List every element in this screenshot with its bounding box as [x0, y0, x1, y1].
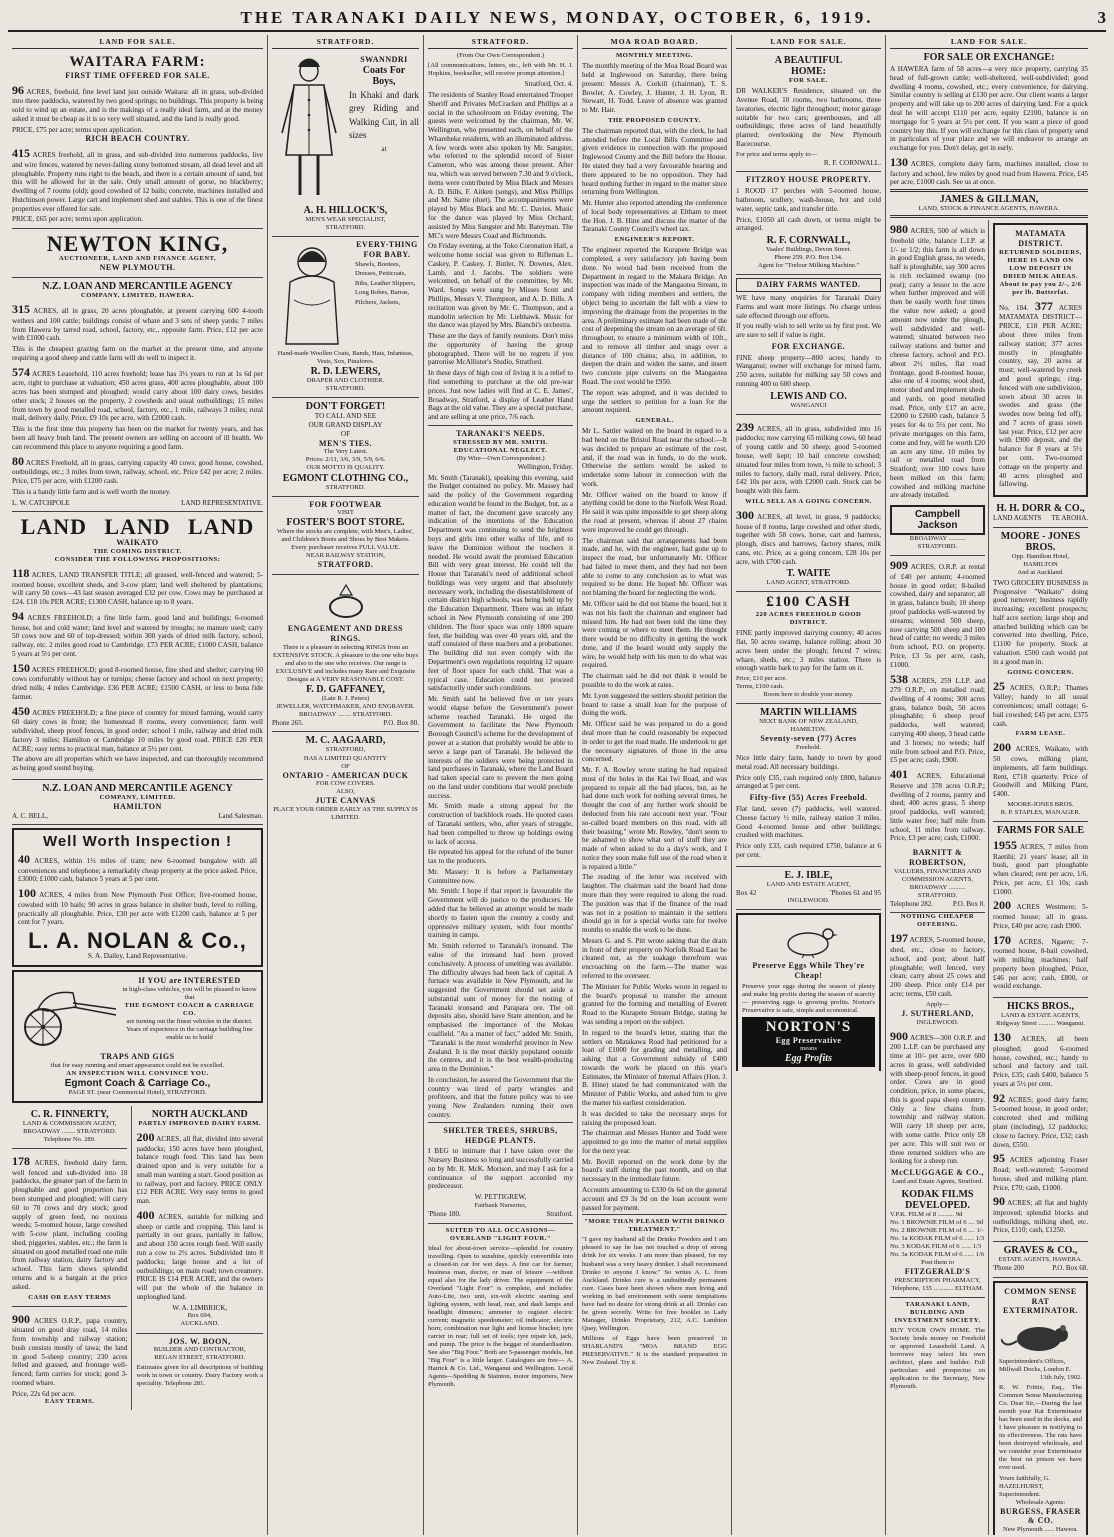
firm-name: NEWTON KING,: [46, 231, 229, 257]
farm-900-ad: 900 ACRES O.R.P., papa country, situated on good dray road, 14 miles from township and railway station; bush consists mostly of tawa; the land in good 5-sheep country; 230 acres felled and grassed, and frontage well-fenced; farm carries for stock; good 3-roomed whare. Price, 22s 6d per acre. EASY TERMS.: [12, 1311, 128, 1406]
column-heading: LAND FOR SALE.: [890, 35, 1088, 49]
dairy-farms-wanted-ad: DAIRY FARMS WANTED. WE have many enquiries for Taranaki Dairy Farms and want more listings. No charge unless sale effected through our efforts. If you really wish to sell write us by first post. We are sure to sell if value is right. FOR EXCHANGE. FINE sheep property—800 acres; handy to Wanganui; owner will exchange for mixed farm, 250 acres, suitable for milking say 50 cows and running 400 to 600 sheep. LEWIS AND CO. WANGANUI: [736, 275, 881, 415]
kodak-ad: KODAK FILMS DEVELOPED. V.P.K. FILM of 8 .......... 9d No. 1 BROWNIE FILM of 6 .... 9d No. 2 BROWNIE FILM of 6 .... 1/- No. 1a KODAK FILM of 6 ...... 1/3 No. 3 KODAK FILM of 6 ...... 1/3 No. 3a KODAK FILM of 6 ...... 1/6 Post them to FITZGERALD'S PRESCRIPTION PHARMACY, Telephone, 135 ............ ELTHAM.: [890, 1186, 985, 1298]
firm-name: L. A. NOLAN & Co.,: [28, 928, 247, 954]
fitzroy-ad: FITZROY HOUSE PROPERTY. 1 ROOD 17 perches with 5-roomed house, bathroom, scullery, wash-house, hot and cold water, septic tank, and transfer title. Price, £1050 all cash down, or terms might be arranged. R. F. CORNWALL, Vaales' Buildings, Devon Street. Phone 259. P.O. Box 134. Agent for "Trelour Milking Machine.": [736, 172, 881, 275]
column-heading: STRATFORD.: [428, 35, 573, 49]
dorr-ad: H. H. DORR & CO., LAND AGENTS TE AROHA.: [993, 500, 1088, 528]
swanndri-ad: SWANNDRI Coats For Boys, In Khaki and dark grey Riding and Walking Cut, in all sizes at A. H. HILLOCK'S, MEN'S WEAR SPECIALIST, STRATFORD.: [272, 52, 419, 237]
rat-illustration: [1001, 1319, 1081, 1355]
finnerty-ad: C. R. FINNERTY, LAND & COMMISSION AGENT, BROADWAY ........ STRATFORD. Telephone No. 280.: [12, 1106, 127, 1149]
barnitt-ad: BARNITT & ROBERTSON, VALUERS, FINANCIERS AND COMMISSION AGENTS, BROADWAY .......... STRATFORD. Telephone 282. P.O. Box 8.: [890, 845, 985, 913]
foster-boot-store-ad: FOR FOOTWEAR VISIT FOSTER'S BOOT STORE. Where the stocks are complete, with Men's, Ladies', and Children's Boots and Shoes by Best Makers. Every purchaser receives FULL VALUE. NEAR RAILWAY STATION, STRATFORD.: [272, 497, 419, 576]
masthead: [8, 6, 1106, 32]
moore-jones-ad: MOORE - JONES BROS. Opp. Hamilton Hotel, HAMILTON And at Auckland. TWO GROCERY BUSINESS in Progressive "Waikato" doing good turnover; business rapidly increasing; excellent prospects; half acre section; large shop and attached building which can be converted into dwelling. Price, £1100 for property. Stock at valuation. £500 cash would put in a good man in. GOING CONCERN. 25 ACRES, O.R.P.; Thames Valley; handy to all usual conveniences; small cottage; 6-bail cowshed; £45 per acre, £375 cash. FARM LEASE. 200 ACRES, Waikato, with 50 cows, milking plant, implements, all farm buildings. Rent, £718 quarterly. Price of Goodwill and Milking Plant, £400. MOORE-JONES BROS. R. P. STAPLES, MANAGER.: [993, 528, 1088, 822]
overland-ad: SUITED TO ALL OCCASIONS— OVERLAND "LIGHT FOUR." Ideal for about-town service—splendid for country travelling. Open to sunshine, quickly convertible into a closed-in car for wet days. A fine car for farmer, business man, doctor, or man of leisure —without equal also for the lady driver. The equipment of the Overland "Light Four" is complete, and includes: Auto-Lite, two unit, six-volt electric starting and lighting system, with head, rear, and dash lamps and headlight dimmers; ammeter to register electric current; magnetic speedometer; oil indicator; electric horn; combination rear light and license bracket; tyre carrier in rear; full set of tools; tyre repair kit, jack, and pump. The price is the beggar of standardisation. See also "Big Four." Both are 5-passenger models, but "Big Four" is a little larger. Catalogues are free— A. Hatrick & Co. Ltd., Wanganui and Wellington. Local Agents—Spedding & Stainton, motor importers, New Plymouth.: [428, 1226, 573, 1389]
beautiful-home-ad: A BEAUTIFUL HOME: FOR SALE. DR WALKER'S Residence, situated on the Avenue Road, 10 rooms, two bathrooms, three lavatories, electric light throughout; motor garage suitable for two cars; greenhouses, and all outbuildings; three acres of land beautifully planted; overlooking the New Plymouth Racecourse. For price and terms apply to— R. F. CORNWALL.: [736, 52, 881, 172]
waitara-farm-ad: WAITARA FARM: FIRST TIME OFFERED FOR SALE. 96 ACRES, freehold, fine level land just outside Waitara: all in grass, sub-divided into three paddocks, watered by two good springs; no buildings. This property is being sold to wind up an estate, and is the makings of a really ideal farm, and at the money asked it must be cheap as it is so very well situated, and the land is really good. PRICE, £75 per acre; terms upon application. RICH BEACH COUNTRY. 415 ACRES freehold, all in grass, and sub-divided into numerous paddocks, live and wire fences, watered by never-failing stony bottomed stream, all dead level and all ploughable. Property runs right to the beach, and there is a certain amount of sand, but this will be allowed for in the sale. Only small amount of gorse, no blackberry; dwelling of 7 rooms (old); good cowshed of 12 bails; concrete, machines installed and Hutchinson power. Large cart and implement shed and stables. This is one of the finest properties ever offered for sale. PRICE, £65 per acre; terms upon application.: [12, 52, 263, 229]
cash-ad: £100 CASH 220 ACRES FREEHOLD GOOD DISTRICT. FINE partly improved dairying country; 40 acres flat, 50 acres swamp, balance rolling; about 30 acres been under the plough; fenced 7 wires; whare, sheds, etc.; 3 miles station. There is enough wattle bark to pay for the farm on it. Price, £10 per acre. Terms, £100 cash. Room here to double your money.: [736, 592, 881, 704]
rings-ad: ENGAGEMENT AND DRESS RINGS. There is a pleasure in selecting RINGS from an EXTENSIVE STOCK. A pleasure to the one who buys and also to the one who receives. Our range is EXCLUSIVE and includes many Rare and Exquisite Designs at A VERY REASONABLE COST. F. D. GAFFANEY, (Late R. J. Peters) JEWELLER, WATCHMAKER, AND ENGRAVER. BROADWAY ........ STRATFORD. Phone 265. P.O. Box 80.: [272, 575, 419, 732]
shelter-trees-ad: SHELTER TREES, SHRUBS, HEDGE PLANTS. I BEG to intimate that I have taken over the Nursery Business so long and successfully carried on by Mr. R. McK. Morison, and may I ask for a continuance of the support accorded my predecessor. W. PETTIGREW, Fairbank Nurseries, 'Phone 180. Stratford.: [428, 1122, 573, 1224]
nz-loan-hamilton-ad: N.Z. LOAN AND MERCANTILE AGENCY COMPANY, LIMITED. HAMILTON A. C. BELL, Land Salesman.: [12, 780, 263, 825]
hen-illustration: [774, 922, 844, 958]
masthead-title: THE TARANAKI DAILY NEWS, MONDAY, OCTOBER, 6, 1919.: [240, 8, 874, 27]
ad-title: WAITARA FARM:: [69, 54, 206, 71]
article-title: TARANAKI'S NEEDS.: [456, 428, 545, 438]
column-5: [732, 35, 886, 1535]
column-heading: LAND FOR SALE.: [736, 35, 881, 49]
column-3: STRATFORD. (From Our Own Correspondent.) [All communications, letters, etc., left with Mr. H. J. Hopkins, bookseller, will receive prompt attention.] Stratford, Oct. 4. The residents of Stanley Road entertained Trooper Sheriff and Privates McCracken and Phillips at a social in the schoolroom on Friday evening. The guests were welcomed by the chairman, Mr. W. Wellington, who presented each, on behalf of the Whareheke residents, with an illuminated address. A few words were also spoken by Mr. Sangster, who referred to the splendid record of Sister Cameron, who was among those present. After tea, which was served between 7.30 and 9 o'clock, items were contributed by Miss Black and Messrs A. D. Bills, F. Aitken (songs), and Miss Phillips and Mr. Same (duet). The accompaniments were played by Miss Black and Mr. C. Davies. Music for the dance was played by Miss Orchard, assisted by Miss Sangster and Mr. Bateyman. The MC's were Messrs Coad and Richmonds. On Friday evening, at the Toko Coronation Hall, a welcome home social was given to Rifleman L. Caskey, P. Caskey, J. Butler, N. Downes, Alex. Lamb, and J. Jacobs. The soldiers were welcomed, on behalf of the committee, by Mr. Ward. Songs were sung by Misses Scott and Phillips, Messrs V. Thompson, and A. D. Bills. A recitation was given by Mr. C. Thompson, and a mandolin selection by Mr. Liebhawk. Music for the dance was played by Mrs. Bianchi's orchestra. These are the days of family reunions. Don't miss the opportunity of having the group photographed. There will be no regrets if you patronise McAllister's Studio, Stratford. In these days of high cost of living it is a relief to find something to purchase at the old pre-war prices. Just now ladies will find at C. E. James', Broadway, Stratford, a display of Leather Hand Bags at the old value. They are a special purchase, and are selling at one price, 7/6 each. TARANAKI'S NEEDS. STRESSED BY MR. SMITH. EDUCATIONAL NEGLECT. (By Wire—Own Correspondent.) Wellington, Friday. Mr. Smith (Taranaki), speaking this evening, said the Budget contained no policy. Mr. Massey had said the policy of the Government regarding education would be found in the Budget, but, as a matter of fact, the document gave scarcely any indication of the intentions of the Education Department was continuing to send the brightest boys and girls into other walks of life, and to leave the Dominion without the teachers it needed. He would await the promised Education Bill with very great interest. He could tell the House that Taranaki's need of additional school buildings was very urgent and that absolutely necessary work, including the disestablishment of certain district high schools, was being held up by the Education Department. There was an infant school in New Plymouth consisting of one 200 children. The floor space was only 1800 square feet, the building was over 40 years old, and the staff consisted of three teachers and a probationer. The building did not even comply with the Department's own regulations requiring 12 square feet of floor space for each child. That was a typical case. Education could not proceed satisfactorily under such conditions. Mr. Smith said he believed five or ten years would elapse before the Government's power scheme reached Taranaki. He urged the Government to facilitate the New Plymouth Borough Council's scheme for the development of power at a station that probably would be able to serve a large part of Taranaki. He believed the interests of the soldiers were being protected in land purchases in Taranaki, where the Land Board had taken special care to prevent the men going on the land under conditions that would preclude success. Mr. Smith made a strong appeal for the construction of backblock roads. He quoted cases of Taranaki settlers, who, after years of struggle, had been compelled to throw up holdings owing to lack of access. He repeated his appeal for the refund of the butter tax to the producers. Mr. Massey: It is before a Parliamentary Committee now. Mr. Smith: I hope if that report is favourable the Government will do justice to the producers. He added that he believed an attempt would be made shortly to fasten upon the country a costly and oppressive military system, with four months' training in camps. Mr. Smith referred to Taranaki's ironsand. The value of the ironsand had been proved conclusively. A process of smelting was available. The difficulty always had been lack of capital. A furnace was available in New Plymouth, and he suggested the Government should set aside a substantial sum of money for the testing of Taranaki ironsand and Parapara ore. The oil deposits also, should have State attention, and he emphasised the importance of the Mokau coalfield. "As a matter of fact," added Mr. Smith, "Taranaki is the most wonderful province in New Zealand. It is the most thickly populated outside the centres, and it is the best wealth-producing area in the Dominion." In conclusion, he assured the Government that the country was tired of party wrangles and profiteers, and that the future policy was to see young New Zealanders running their own country. SHELTER TREES, SHRUBS, HEDGE PLANTS. I BEG to intimate that I have taken over the Nursery Business so long and successfully carried on by Mr. R. McK. Morison, and may I ask for a continuance of the support accorded my predecessor. W. PETTIGREW, Fairbank Nurseries, 'Phone 180. Stratford. SUITED TO ALL OCCASIONS— OVERLAND "LIGHT FOUR." Ideal for about-town service—splendid for country travelling. Open to sunshine, quickly convertible into a closed-in car for wet days. A fine car for farmer, business man, doctor, or man of leisure —without equal also for the lady driver. The equipment of the Overland "Light Four" is complete, and includes: Auto-Lite, two unit, six-volt electric starting and lighting system, with head, rear, and dash lamps and headlight dimmers; ammeter to register electric current; magnetic speedometer; oil indicator; electric horn; combination rear light and license bracket; tyre carrier in rear; full set of tools; tyre repair kit, jack, and pump. The price is the beggar of standardisation. See also "Big Four." Both are 5-passenger models, but "Big Four" is a little larger. Catalogues are free— A. Hatrick & Co. Ltd., Wanganui and Wellington. Local Agents—Spedding & Stainton, motor importers, New Plymouth.: [424, 35, 578, 1535]
graves-ad: GRAVES & CO., ESTATE AGENTS, HAWERA. 'Phone 200 P.O. Box 68.: [993, 1242, 1088, 1278]
taranaki-building-society-ad: TARANAKI LAND, BUILDING AND INVESTMENT SOCIETY. BUY YOUR OWN HOME. The Society lends money on Freehold or approved Leasehold Land. A borrower may select his own architect, plans and builder. Full particulars and prospectus on application to the Secretary, New Plymouth.: [890, 1300, 985, 1391]
nz-loan-hawera-ad: N.Z. LOAN AND MERCANTILE AGENCY COMPANY, LIMITED, HAWERA. 315 ACRES, all in grass, 20 acres ploughable, at present carrying 600 4-tooth wethers and 100 cattle; buildings consist of whare and 3 sets of sheep yards; 7 miles from Hawera by tarred road, school, factory, etc., opposite farm. Price, £12 per acre with £1000 cash. This is the cheapest grazing farm on the market at the present time, and anyone requiring a good sheep and cattle farm will do well to inspect it. 574 ACRES Leasehold, 110 acres freehold; lease has 3½ years to run at 1s 6d per acre, right to purchase at valuation; 450 acres grass, 400 acres ploughable, about 100 acres has been stumped and ploughed; would carry about 100 dairy cows, besides other stock; 2 houses on the property, 2 cowsheds and usual outbuildings; 15 miles from town by good metalled road, school, factory, etc., 1 mile, railways 3 miles; rural mail, delivery daily. Price, £9 10s per acre, with £2000 cash. This is the first time this property has been on the market for twenty years, and has been all heavy bush land. The present owners are selling on account of ill health. We can recommend this place to anyone requiring a good farm. 80 ACRES Freehold, all in grass, carrying capacity 40 cows; good house, cowshed, outbuildings, etc.; 3 miles from town, railway, school, etc. Price £42 per acre; 2 miles. Price, £75 per acre, with £1200 cash. This is a handy little farm and is well worth the money. L. W. CATCHPOLE LAND REPRESENTATIVE.: [12, 278, 263, 512]
column-2: [268, 35, 424, 1535]
bottom-split: [12, 1106, 263, 1411]
ring-illustration: [316, 581, 376, 621]
column-heading: MOA ROAD BOARD.: [582, 35, 727, 49]
nortons-egg-ad: Preserve Eggs While They're Cheap! Preserve your eggs during the season of plenty and make big profits during the season of scarcity — preserving eggs is growing profits. Norton's Preservative is safe, simple and economical. NORTON'S Egg Preservative means Egg Profits: [736, 913, 881, 1071]
newton-king-ad: NEWTON KING, AUCTIONEER, LAND AND FINANCE AGENT, NEW PLYMOUTH.: [12, 229, 263, 278]
column-1: [8, 35, 268, 1535]
campbell-jackson-ad: Campbell Jackson BROADWAY .......... STRATFORD.: [890, 502, 985, 556]
matamata-ad: MATAMATA DISTRICT. RETURNED SOLDIERS, HERE IS LAND ON LOW DEPOSIT IN DRIED MILK AREAS. About to pay you 2/-, 2/6 per lb. Butterfat. No. 184. 377 ACRES MATAMATA DISTRICT—PRICE, £18 PER ACRE; about three miles from railway station; 377 acres mostly in ploughable country, say, 20 acres at most; well-watered by creek and good springs; ring-fenced with one subdivision, sown about 30 acres in swedes and grass (the swedes now being fed off), and 7 acres of grass sown last year. Price, £12 per acre with £900 deposit, and the balance for 8 years at 5½ per cent. Two-roomed cottage on the property and 40 acres ploughed and fallowing.: [993, 223, 1088, 497]
martin-williams-ad: MARTIN WILLIAMS NEXT BANK OF NEW ZEALAND, HAMILTON. Seventy-seven (77) Acres Freehold. Nice little dairy farm, handy to town by good metal road. All necessary buildings. Price only £35, cash required only £800, balance arranged at 5 per cent. Fifty-five (55) Acres Freehold. Flat land, seven (7) paddocks, well watered. Cheese factory ½ mile, railway station 3 miles. Good 4-roomed house and other buildings; crushed with machines. Price only £33, cash required £750, balance at 6 per cent.: [736, 704, 881, 866]
columns: [8, 35, 1106, 1535]
aagaard-ad: M. C. AAGAARD, STRATFORD, HAS A LIMITED QUANTITY OF ONTARIO - AMERICAN DUCK FOR COW COVERS. ALSO, JUTE CANVAS PLACE YOUR ORDER EARLY AS THE SUPPLY IS LIMITED.: [273, 735, 418, 822]
waite-ad: 239 ACRES, all in grass, subdivided into 16 paddocks; now carrying 65 milking cows, 60 head of young cattle and 50 sheep; good 5-roomed house, well kept; 10 bail concrete cowshed; situated four miles from town, ½ mile to school; 3 miles to factory, daily mail, rural delivery. Price, £42 10s per acre, with £2000 cash. Stock can be bought with this farm. WILL SELL AS A GOING CONCERN. 300 ACRES, all level, in grass, 9 paddocks; house of 8 rooms, large cowshed and other sheds, together with 58 cows, horse, cart and harness, plough, discs and harrows, factory shares, milk cans, etc. Price, as a going concern, £28 10s per acre, with £700 cash. T. WAITE LAND AGENT, STRATFORD.: [736, 415, 881, 593]
farm-178-ad: 178 ACRES, freehold dairy farm, well fenced and sub-divided into 18 paddocks, the greater part of the farm in ploughable and good proportion has been stumped and ploughed; will carry 60 to 70 cows and dry stock; good supply of green feed, no noxious weeds; 5-roomed house, large cowshed with 5-cow plant, including cooling shed, piggeries, stables, etc.; the farm is situated on good metalled road one mile from railway station, dairy factory and school. This farm shows splendid returns and is a bargain at the price asked. CASH OR EASY TERMS: [12, 1149, 127, 1307]
egmont-coach-ad: If YOU are INTERESTED in high-class vehicles, you will be pleased to know that THE EGMONT COACH & CARRIAGE CO. are turning out the finest vehicles in the district. Years of experience in the carriage building line enable us to build TRAPS AND GIGS that for easy running and smart appearance could not be excelled. AN INSPECTION WILL CONVINCE YOU. Egmont Coach & Carriage Co., PAGE ST. (near Commercial Hotel), STRATFORD.: [12, 970, 263, 1103]
ad-title: N.Z. LOAN AND MERCANTILE AGENCY: [42, 281, 233, 293]
boy-in-coat-illustration: [272, 55, 346, 205]
drinko-ad: "MORE THAN PLEASED WITH DRINKO TREATMENT." "I gave my husband all the Drinko Powders and I am pleased to say he has not touched a drop of strong drink for six weeks. I am more than pleased, for my husband was a very heavy drinker. I shall recommend Drinko to anyone I know." So writes A. L. from Auckland. Drinko cure is a undoubtedly permanent cure. Cases have been shown where men living and working in bad environment with some temptations have had no desire for strong drink at all. Drinko can be given secretly. Write for free booklet to Lady Manager, Drinko Proprietary, 212, A.C. Lambton Quay, Wellington. Millions of Eggs have been preserved in SHARLAND'S "MOA BRAND EGG PRESERVATIVE." It is the standard preparation in New Zealand. Try it.: [582, 1214, 727, 1373]
column-heading: LAND FOR SALE.: [12, 35, 263, 49]
baby-illustration: [272, 240, 352, 350]
ible-ad: E. J. IBLE, LAND AND ESTATE AGENT, Box 42 'Phones 61 and 95 INGLEWOOD.: [736, 867, 881, 911]
well-worth-inspection-ad: Well Worth Inspection ! 40 ACRES, within 1½ miles of tram; new 6-roomed bungalow with all conveniences and telephone; a remarkably cheap property at the price asked. Price, £3000; £1000 cash, balance 5 years at 5 per cent. 100 ACRES, 4 miles from New Plymouth Post Office; five-roomed house, cowshed with 10 bails; 90 acres in grass balance in shelter bush, level to rolling, practically all ploughable. Price, £30 per acre with £1200 cash, balance at 5 per cent for 7 years. L. A. NOLAN & Co., S. A. Dailey, Land Representative.: [12, 828, 263, 967]
waikato-land-ad: LAND LAND LAND WAIKATO THE COMING DISTRICT. CONSIDER THE FOLLOWING PROPOSITIONS: 118 ACRES, LAND TRANSFER TITLE; all grassed, well-fenced and watered; 5-roomed house, excellent sheds, and 3-cow plant; land well sheltered by plantations; will carry 50 cows—43 last season averaged £32 per cow. Cows may be purchased at £24. £18 10s PER ACRE; £1300 CASH, balance up to 8 years. 94 ACRES FREEHOLD; a fine little farm, good land and buildings; 6-roomed house, hot and cold water; land level and watered by troughs; no manure used; carry 50 cows now and 60 of top-dressed; within 300 yards of dried milk factory, school, railway, etc. 2 miles good road to Cambridge. £73 PER ACRE; £1000 CASH, balance 5 years at 5½ per cent. 150 ACRES FREEHOLD; good 8-roomed house, fine shed and shelter; carrying 60 cows comfortably without hay or turnips; cheese factory and school on next property; dried milk; 4 miles Cambridge. £36 PER ACRE; £1500 CASH, or less to bona fide farmer. 450 ACRES FREEHOLD; a fine piece of country for mixed farming, would carry 60 dairy cows in front; the homestead 8 rooms, every convenience; farm well subdivided, sheep proof fences, in good order; school 1 mile, railway and dried milk factory 3 miles; Hamilton or Cambridge 10 miles by good road. PRICE £20 PER ACRE; easy terms to practical man, balance at 5½ per cent. The above are all properties which we have inspected, and can thoroughly recommend as being good sound buying.: [12, 512, 263, 780]
buggy-illustration: [18, 979, 118, 1049]
ad-title: FOR SALE OR EXCHANGE:: [923, 52, 1055, 64]
col6-split: 980 ACRES, 500 of which is freehold title, balance L.I.P. at 1/- or 1/2; this farm is all down in good English grass, no weeds, half is ploughable, say 300 acres is rich reclaimed swamp (no peat); carry a lessor to the acre when further improved and will then be easily worth four times the value now asked; a good amount now under the plough, well subdivided and well-watered; situated between two railway stations and butter and cheese factory, school and P.O. about 2½ miles, flat road frontage, good 8-roomed house, also one of 4 rooms; wool shed, motor shed and implement sheds and yards, on good metalled road. Price, only £17 an acre, £2000 to £2600 cash, balance 5 years for 4s to 5½ per cent. No private mortgages on this farm, come and buy, will be worth £20 an acre any time. 10 miles by rail or metalled road from Stratford; over 100 cows have been milked on this farm; cowshed and milking machine are already installed. Campbell Jackson BROADWAY .......... STRATFORD. 909 ACRES, O.R.P. at rental of £40 per annum; 4-roomed house in good order; 8-bailed cowshed, dairy and separator; all in grass, balance bush; 10 sheep proof paddocks well-watered by streams; wintered 500 sheep, now carrying 500 sheep and 100 head of cattle; no weeds; 3 miles from school, P.O. on property. Price, £3 5s per acre, cash, £1000. 538 ACRES, 259 L.I.P. and 279 O.R.P., on metalled road; dwelling of 4 rooms; 300 acres grass, balance bush, 50 acres ploughable; 6 sheep proof paddocks, well watered; carrying 400 sheep, 3 head cattle and 3 horses; no weeds; half mile from school and P.O. Price, £5 per acre; cash, £900. 401 ACRES, Educational Reserve and 378 acres O.R.P.; dwelling of 2 rooms, pantry and shed; 400 acres grass, 5 sheep proof paddocks, well watered; little water free; half mile from school, 11 miles from railway. Price, £3 per acre; cash, £1000. BARNITT & ROBERTSON, VALUERS, FINANCIERS AND COMMISSION AGENTS, BROADWAY .......... STRATFORD. Telephone 282. P.O. Box 8. NOTHING CHEAPER OFFERING. 197 ACRES, 5-roomed house, shed, etc., close to factory, school, and post; about half ploughable; well fenced, very clean; carry about 25 cows and 200 sheep. Price only £14 per acre; terms, £50 cash. Apply— J. SUTHERLAND, INGLEWOOD. 900 ACRES—300 O.R.P. and 200 L.I.P. can be purchased any time at 10/- per acre, over 600 acres in grass, well subdivided with sheep-proof fences, in good order. Cows are in good condition, price, in some places, this is good papa sheep country. Only a few chains from township and railway station. Will carry 18 sheep per acre, with some cattle. Price only £8 per acre. This will suit two or three returned soldiers who are looking for a sheep run. McCLUGGAGE & CO., Land and Estate Agents, Stratford. KODAK FILMS DEVELOPED. V.P.K. FILM of 8 .......... 9d No. 1 BROWNIE FILM of 6 .... 9d No. 2 BROWNIE FILM of 6 .... 1/- No. 1a KODAK FILM of 6 ...... 1/3 No. 3 KODAK FILM of 6 ...... 1/3 No. 3a KODAK FILM of 6 ...... 1/6 Post them to FITZGERALD'S PRESCRIPTION PHARMACY, Telephone, 135 ............ ELTHAM. TARANAKI LAND, BUILDING AND INVESTMENT SOCIETY. BUY YOUR OWN HOME. The Society lends money on Freehold or approved Leasehold Land. A borrower may select his own architect, plans and builder. Full particulars and prospectus on application to the Secretary, New Plymouth. MATAMATA DISTRICT. RETURNED SOLDIERS, HERE IS LAND ON LOW DEPOSIT IN DRIED MILK AREAS. About to pay you 2/-, 2/6 per lb. Butterfat. No. 184. 377 ACRES MATAMATA DISTRICT—PRICE, £18 PER ACRE; about three miles from railway station; 377 acres mostly in ploughable country, say, 20 acres at most; well-watered by creek and good springs; ring-fenced with one subdivision, sown about 30 acres in swedes and grass (the swedes now being fed off), and 7 acres of grass sown last year. Price, £12 per acre with £900 deposit, and the balance for 8 years at 5½ per cent. Two-roomed cottage on the property and 40 acres ploughed and fallowing. H. H. DORR & CO., LAND AGENTS TE AROHA. MOORE - JONES BROS. Opp. Hamilton Hotel, HAMILTON And at Auckland. TWO GROCERY BUSINESS in Progressive "Waikato" doing good turnover; business rapidly increasing; excellent prospects; half acre section; large shop and attached building which can be converted into dwelling. Price, £1100 for property. Stock at valuation. £500 cash would put in a good man in. GOING CONCERN. 25 ACRES, O.R.P.; Thames Valley; handy to all usual conveniences; small cottage; 6-bail cowshed; £45 per acre, £375 cash. FARM LEASE. 200 ACRES, Waikato, with 50 cows, milking plant, implements, all farm buildings. Rent, £718 quarterly. Price of Goodwill and Milking Plant, £400. MOORE-JONES BROS. R. P. STAPLES, MANAGER. FARMS FOR SALE 1955 ACRES, 7 miles from Raetihi; 21 years' lease; all in bush, good part ploughable when cleared; rent per acre, 1/6. Price, per acre, £1 10s; cash £1000. 200 ACRES Westmere; 5-roomed house; all in grass. Price, £40 per acre; cash £900. 170 ACRES, Ngaere; 7-roomed house, 8-bail cowshed, with milking machines; half property been ploughed. Price, £46 per acre; cash, £800, or would exchange. HICKS BROS., LAND & ESTATE AGENTS, Ridgway Street .......... Wanganui. 130 ACRES, all been ploughed; good 6-roomed house, cowshed, etc.; handy to school and factory and rail. Price, £35; cash £400, balance 5 years at 5½ per cent. 92 ACRES; good dairy farm; 5-roomed house, in good order; concreted shed and milking plant (including), 12 paddocks; close to factory. Price, £32; cash down, £550. 95 ACRES adjoining Fraser Road; well-watered; 5-roomed house, shed and milking plant. Price, £70; cash, £1000. 90 ACRES; all flat and highly improved; splendid blocks and outbuildings, milking shed, etc. Price, £110; cash, £1250. GRAVES & CO., ESTATE AGENTS, HAWERA. 'Phone 200 P.O. Box 68. COMMON SENSE RAT EXTERMINATOR. Superintendent's Offices, Millwall Docks, London E. 13th July, 1902. R. W. Frittie, Esq., The Common Sense Manufacturing Co. Dear Sir,—During the last month your Rat Exterminator has been used in the docks, and I have pleasure in testifying to its effectiveness. The rats have been destroyed wholesale, and we consider your Exterminator the best rat poison we have ever used. Yours faithfully, G. HAZELHURST, Superintendent. Wholesale Agents: BURGESS, FRASER & CO. New Plymouth ...... Hawera.: [890, 220, 1088, 1535]
farms-for-sale-ad: FARMS FOR SALE 1955 ACRES, 7 miles from Raetihi; 21 years' lease; all in bush, good part ploughable when cleared; rent per acre, 1/6. Price, per acre, £1 10s; cash £1000. 200 ACRES Westmere; 5-roomed house; all in grass. Price, £40 per acre; cash £900. 170 ACRES, Ngaere; 7-roomed house, 8-bail cowshed, with milking machines; half property been ploughed. Price, £46 per acre; cash, £800, or would exchange.: [993, 822, 1088, 998]
column-6: LAND FOR SALE. FOR SALE OR EXCHANGE: A HAWERA farm of 58 acres—a very nice property, carrying 35 head of full-grown cattle; well-sheltered, well-subdivided; good dwelling 4 rooms, cowshed, etc.; every convenience, for dairying. Similar country is selling at £130 per acre. Our client wants a larger property and will take up to 200 acres of dairying land. For a quick deal he will accept £110 per acre, equity £2100, balance is on mortgage for 5 years at 5½ per cent. If you want a piece of good country buy this. If you will exchange for this class of property send in particulars of your place and we will endeavor to arrange an exchange for you. Don't delay, get in early. 130 ACRES, complete dairy farm, machines installed, close to factory and school, few miles by good road from Hawera. Price, £45 per acre, £1000 cash. See us at once. JAMES & GILLMAN, LAND, STOCK & FINANCE AGENTS, HAWERA. 980 ACRES, 500 of which is freehold title, balance L.I.P. at 1/- or 1/2; this farm is all down in good English grass, no weeds, half is ploughable, say 300 acres is rich reclaimed swamp (no peat); carry a lessor to the acre when further improved and will then be easily worth four times the value now asked; a good amount now under the plough, well subdivided and well-watered; situated between two railway stations and butter and cheese factory, school and P.O. about 2½ miles, flat road frontage, good 8-roomed house, also one of 4 rooms; wool shed, motor shed and implement sheds and yards, on good metalled road. Price, only £17 an acre, £2000 to £2600 cash, balance 5 years for 4s to 5½ per cent. No private mortgages on this farm, come and buy, will be worth £20 an acre any time. 10 miles by rail or metalled road from Stratford; over 100 cows have been milked on this farm; cowshed and milking machine are already installed. Campbell Jackson BROADWAY .......... STRATFORD. 909 ACRES, O.R.P. at rental of £40 per annum; 4-roomed house in good order; 8-bailed cowshed, dairy and separator; all in grass, balance bush; 10 sheep proof paddocks well-watered by streams; wintered 500 sheep, now carrying 500 sheep and 100 head of cattle; no weeds; 3 miles from school, P.O. on property. Price, £3 5s per acre, cash, £1000. 538 ACRES, 259 L.I.P. and 279 O.R.P., on metalled road; dwelling of 4 rooms; 300 acres grass, balance bush, 50 acres ploughable; 6 sheep proof paddocks, well watered; carrying 400 sheep, 3 head cattle and 3 horses; no weeds; half mile from school and P.O. Price, £5 per acre; cash, £900. 401 ACRES, Educational Reserve and 378 acres O.R.P.; dwelling of 2 rooms, pantry and shed; 400 acres grass, 5 sheep proof paddocks, well watered; little water free; half mile from school, 11 miles from railway. Price, £3 per acre; cash, £1000. BARNITT & ROBERTSON, VALUERS, FINANCIERS AND COMMISSION AGENTS, BROADWAY .......... STRATFORD. Telephone 282. P.O. Box 8. NOTHING CHEAPER OFFERING. 197 ACRES, 5-roomed house, shed, etc., close to factory, school, and post; about half ploughable; well fenced, very clean; carry about 25 cows and 200 sheep. Price only £14 per acre; terms, £50 cash. Apply— J. SUTHERLAND, INGLEWOOD. 900 ACRES—300 O.R.P. and 200 L.I.P. can be purchased any time at 10/- per acre, over 600 acres in grass, well subdivided with sheep-proof fences, in good order. Cows are in good condition, price, in some places, this is good papa sheep country. Only a few chains from township and railway station. Will carry 18 sheep per acre, with some cattle. Price only £8 per acre. This will suit two or three returned soldiers who are looking for a sheep run. McCLUGGAGE & CO., Land and Estate Agents, Stratford. KODAK FILMS DEVELOPED. V.P.K. FILM of 8 .......... 9d No. 1 BROWNIE FILM of 6 .... 9d No. 2 BROWNIE FILM of 6 .... 1/- No. 1a KODAK FILM of 6 ...... 1/3 No. 3 KODAK FILM of 6 ...... 1/3 No. 3a KODAK FILM of 6 ...... 1/6 Post them to FITZGERALD'S PRESCRIPTION PHARMACY, Telephone, 135 ............ ELTHAM. TARANAKI LAND, BUILDING AND INVESTMENT SOCIETY. BUY YOUR OWN HOME. The Society lends money on Freehold or approved Leasehold Land. A borrower may select his own architect, plans and builder. Full particulars and prospectus on application to the Secretary, New Plymouth. MATAMATA DISTRICT. RETURNED SOLDIERS, HERE IS LAND ON LOW DEPOSIT IN DRIED MILK AREAS. About to pay you 2/-, 2/6 per lb. Butterfat. No. 184. 377 ACRES MATAMATA DISTRICT—PRICE, £18 PER ACRE; about three miles from railway station; 377 acres mostly in ploughable country, say, 20 acres at most; well-watered by creek and good springs; ring-fenced with one subdivision, sown about 30 acres in swedes and grass (the swedes now being fed off), and 7 acres of grass sown last year. Price, £12 per acre with £900 deposit, and the balance for 8 years at 5½ per cent. Two-roomed cottage on the property and 40 acres ploughed and fallowing. H. H. DORR & CO., LAND AGENTS TE AROHA. MOORE - JONES BROS. Opp. Hamilton Hotel, HAMILTON And at Auckland. TWO GROCERY BUSINESS in Progressive "Waikato" doing good turnover; business rapidly increasing; excellent prospects; half acre section; large shop and attached building which can be converted into dwelling. Price, £1100 for property. Stock at valuation. £500 cash would put in a good man in. GOING CONCERN. 25 ACRES, O.R.P.; Thames Valley; handy to all usual conveniences; small cottage; 6-bail cowshed; £45 per acre, £375 cash. FARM LEASE. 200 ACRES, Waikato, with 50 cows, milking plant, implements, all farm buildings. Rent, £718 quarterly. Price of Goodwill and Milking Plant, £400. MOORE-JONES BROS. R. P. STAPLES, MANAGER. FARMS FOR SALE 1955 ACRES, 7 miles from Raetihi; 21 years' lease; all in bush, good part ploughable when cleared; rent per acre, 1/6. Price, per acre, £1 10s; cash £1000. 200 ACRES Westmere; 5-roomed house; all in grass. Price, £40 per acre; cash £900. 170 ACRES, Ngaere; 7-roomed house, 8-bail cowshed, with milking machines; half property been ploughed. Price, £46 per acre; cash, £800, or would exchange. HICKS BROS., LAND & ESTATE AGENTS, Ridgway Street .......... Wanganui. 130 ACRES, all been ploughed; good 6-roomed house, cowshed, etc.; handy to school and factory and rail. Price, £35; cash £400, balance 5 years at 5½ per cent. 92 ACRES; good dairy farm; 5-roomed house, in good order; concreted shed and milking plant (including), 12 paddocks; close to factory. Price, £32; cash down, £550. 95 ACRES adjoining Fraser Road; well-watered; 5-roomed house, shed and milking plant. Price, £70; cash, £1000. 90 ACRES; all flat and highly improved; splendid blocks and outbuildings, milking shed, etc. Price, £110; cash, £1250. GRAVES & CO., ESTATE AGENTS, HAWERA. 'Phone 200 P.O. Box 68. COMMON SENSE RAT EXTERMINATOR. Superintendent's Offices, Millwall Docks, London E. 13th July, 1902. R. W. Frittie, Esq., The Common Sense Manufacturing Co. Dear Sir,—During the last month your Rat Exterminator has been used in the docks, and I have pleasure in testifying to its effectiveness. The rats have been destroyed wholesale, and we consider your Exterminator the best rat poison we have ever used. Yours faithfully, G. HAZELHURST, Superintendent. Wholesale Agents: BURGESS, FRASER & CO. New Plymouth ...... Hawera.: [886, 35, 1092, 1535]
ad-subtitle: FIRST TIME OFFERED FOR SALE.: [65, 70, 210, 80]
north-auckland-ad: NORTH AUCKLAND PARTLY IMPROVED DAIRY FARM. 200 ACRES, all flat, divided into several paddocks; 150 acres have been ploughed, balance rough feed. This land has been drained upon and is very suitable for a small man wanting a start. Good position as to railway, port and factory. PRICE ONLY £12 PER ACRE. Very easy terms to good man. 400 ACRES, suitable for milking and sheep or cattle and cropping. This land is partially in our grass, partially in fallow, and about 150 acres rough feed. Will easily run a cow to 2½ acres. Subdivided into 8 paddocks; large house and a lot of outbuildings; on main road; town creamery. PRICE IS £14 PER ACRE, and the owners will put the whole of the balance in unploughed land. W. A. LIMBRICK, Box 694, AUCKLAND.: [136, 1106, 263, 1334]
brand-name: NORTON'S: [765, 1018, 852, 1035]
boon-ad: JOS. W. BOON, BUILDER AND CONTRACTOR, REGAN STREET, STRATFORD. Estimates given for all descriptions of building work in town or country. Dairy Factory work a speciality. Telephone 281.: [136, 1336, 263, 1388]
page-number: 3: [1097, 8, 1106, 27]
dont-forget-ad: DON'T FORGET! TO CALL AND SEE OUR GRAND DISPLAY OF MEN'S TIES. The Very Latest. Prices: 2/11, 3/6, 3/9, 5/9, 6/6. OUR MOTTO IS QUALITY. EGMONT CLOTHING CO., STRATFORD.: [272, 398, 419, 496]
column-4: MOA ROAD BOARD. MONTHLY MEETING. The monthly meeting of the Moa Road Board was held at Inglewood on Saturday, there being present: Messrs A. Corkill (chairman), T. S. Bowler, A. Cowley, J. Hunter, J. H. Lyon, R. Stewart, H. Todd. Leave of absence was granted to Mr. Hair. THE PROPOSED COUNTY. The chairman reported that, with the clerk, he had attended before the Local Bills Committee and given evidence in connection with the proposed Inglewood County and the Bill before the House. He stated they had a very favourable hearing and there appeared to be no opposition. They had heard nothing further in regard to the matter since returning from Wellington. Mr. Hunter also reported attending the conference of local body representatives at Eltham to meet the Hon. J. B. Hine and discuss the matter of the Taranaki County Council's wheel tax. ENGINEER'S REPORT. The engineer reported the Kurapete Bridge was completed, a very satisfactory job having been done. No wood had been received from the Department in regard to the Makara Bridge. An inspection was made of the Mangaotea Stream, in company with riding members and settlers, the object being to ascertain the fall with a view to improving the drainage from the properties in the area. A preliminary estimate had been made of the cost of deepening the stream on an average of 6ft. throughout, to ensure a minimum width of 10ft., and to remove all timber and snags over a distance of 100 chains; also, in addition, to deepen the drain and widen the same, and insert two concrete pipe culverts on the Mangaotea Road. The cost would be £950. The report was adopted, and it was decided to urge the settlers to petition for a loan for the amount required. GENERAL. Mr L. Sattler waited on the board in regard to a bad bend on the Bristol Road near the school.—It was decided to prepare an estimate of the cost, and, if the road was in funds, to do the work. Otherwise the settlers would be asked to undertake some labour in connection with the work. Mr. Officer waited on the board to know if anything could be done to the Norfolk West Road. He said it was quite impossible to get sheep along the road at present, whereas if about 27 chains were improved he could get through. The chairman said that arrangements had been made, and he, with the engineer, had gone up to inspect the road, but unfortunately Mr. Officer had failed to meet them, and they had not been able to come to any conclusion as to what was required to be done. He hoped Mr. Officer was not blaming the board for neglecting the work. Mr. Officer said he did not blame the board, but it was not his fault the chairman and engineer had missed him. He had not been told the time they were coming or where to meet them. He thought there would be no difficulty in getting the work done, and if the board would only supply the wire, he would help with his men to do what was required. The chairman said he did not think it would be possible to do the work at rates. Mr. Lyon suggested the settlers should petition the board to raise a small loan for the purpose of doing the work. Mr. Officer said he was prepared to do a good deal more than he could reasonably be expected in order to get the road made. He undertook to get the necessary signatures of those in the area concerned. Mr. F. A. Rowley wrote stating he had repaired most of the holes in the Kai Iwi Road, and was prepared to repair all the bad places, but, as he had done such work for nothing several times, he thought the cost of any further work should be deducted from his rate account next year. "Four so-called board members on this road, with all their boasting," wrote Mr. Rowley, "don't seem to be ashamed to show what sort of stuff they are made of when asked to do a day's work, and I notice they soon make full use of the road when it is repaired a little." The reading of the letter was received with laughter. The chairman said the board had done more than they were required to along the road. The position was that if the finance of the road was not in a position to maintain it the settlers should go in for a special works rate for twelve months to enable the work to be done. Messrs G. and S. Pitt wrote asking that the drain in front of their property on Norfolk Road East be cleaned out, as the soakage therefrom was encroaching on the farm.—The matter was referred to the overseer. The Minister for Public Works wrote in regard to the board's proposal to transfer the amount granted for the forming and metalling of Everett Road to the Kurapete Stream Bridge, stating he was sending a report on the subject. In regard to the board's letter, stating that the settlers on Matakawa Road had petitioned for a loan of £1000 for grading and metalling, and asking that a Government subsidy of £400 towards the work be placed on this year's Estimates, the Minister of Internal Affairs (Hon. J. B. Hine) stated he had communicated with the Minister of Public Works, and asked him to give the matter his earliest consideration. It was decided to take the necessary steps for raising the proposed loan. The chairman and Messrs Hunter and Todd were appointed to go into the matter of metal supplies for the next year. Mr. Bovill reported on the work done by the board's staff during the past month, and on that necessary in the immediate future. Accounts amounting to £330 0s 6d on the general account and £9 3s 9d on the loan account were passed for payment. "MORE THAN PLEASED WITH DRINKO TREATMENT." "I gave my husband all the Drinko Powders and I am pleased to say he has not touched a drop of strong drink for six weeks. I am more than pleased, for my husband was a very heavy drinker. I shall recommend Drinko to anyone I know." So writes A. L. from Auckland. Drinko cure is a undoubtedly permanent cure. Cases have been shown where men living and working in bad environment with some temptations have had no desire for strong drink at all. Drinko can be given secretly. Write for free booklet to Lady Manager, Drinko Proprietary, 212, A.C. Lambton Quay, Wellington. Millions of Eggs have been preserved in SHARLAND'S "MOA BRAND EGG PRESERVATIVE." It is the standard preparation in New Zealand. Try it.: [578, 35, 732, 1535]
column-heading: STRATFORD.: [272, 35, 419, 49]
hicks-bros-ad: HICKS BROS., LAND & ESTATE AGENTS, Ridgway Street .......... Wanganui. 130 ACRES, all been ploughed; good 6-roomed house, cowshed, etc.; handy to school and factory and rail. Price, £35; cash £400, balance 5 years at 5½ per cent. 92 ACRES; good dairy farm; 5-roomed house, in good order; concreted shed and milking plant (including), 12 paddocks; close to factory. Price, £32; cash down, £550. 95 ACRES adjoining Fraser Road; well-watered; 5-roomed house, shed and milking plant. Price, £70; cash, £1000. 90 ACRES; all flat and highly improved; splendid blocks and outbuildings, milking shed, etc. Price, £110; cash, £1250.: [993, 998, 1088, 1242]
baby-ad: EVERY-THING FOR BABY. Shawls, Bootees, Dresses, Petticoats, Bibs, Leather Slippers, Long Robes, Barras, Pilchers, Jackets, Hand-made Woollen Coats, Bands, Hats, Infanteas, Vests, Sox, Pinafores. R. D. LEWERS, DRAPER AND CLOTHIER. STRATFORD.: [272, 237, 419, 398]
rat-exterminator-ad: COMMON SENSE RAT EXTERMINATOR. Superintendent's Offices, Millwall Docks, London E. 13th July, 1902. R. W. Frittie, Esq., The Common Sense Manufacturing Co. Dear Sir,—During the last month your Rat Exterminator has been used in the docks, and I have pleasure in testifying to its effectiveness. The rats have been destroyed wholesale, and we consider your Exterminator the best rat poison we have ever used. Yours faithfully, G. HAZELHURST, Superintendent. Wholesale Agents: BURGESS, FRASER & CO. New Plymouth ...... Hawera.: [993, 1281, 1088, 1535]
